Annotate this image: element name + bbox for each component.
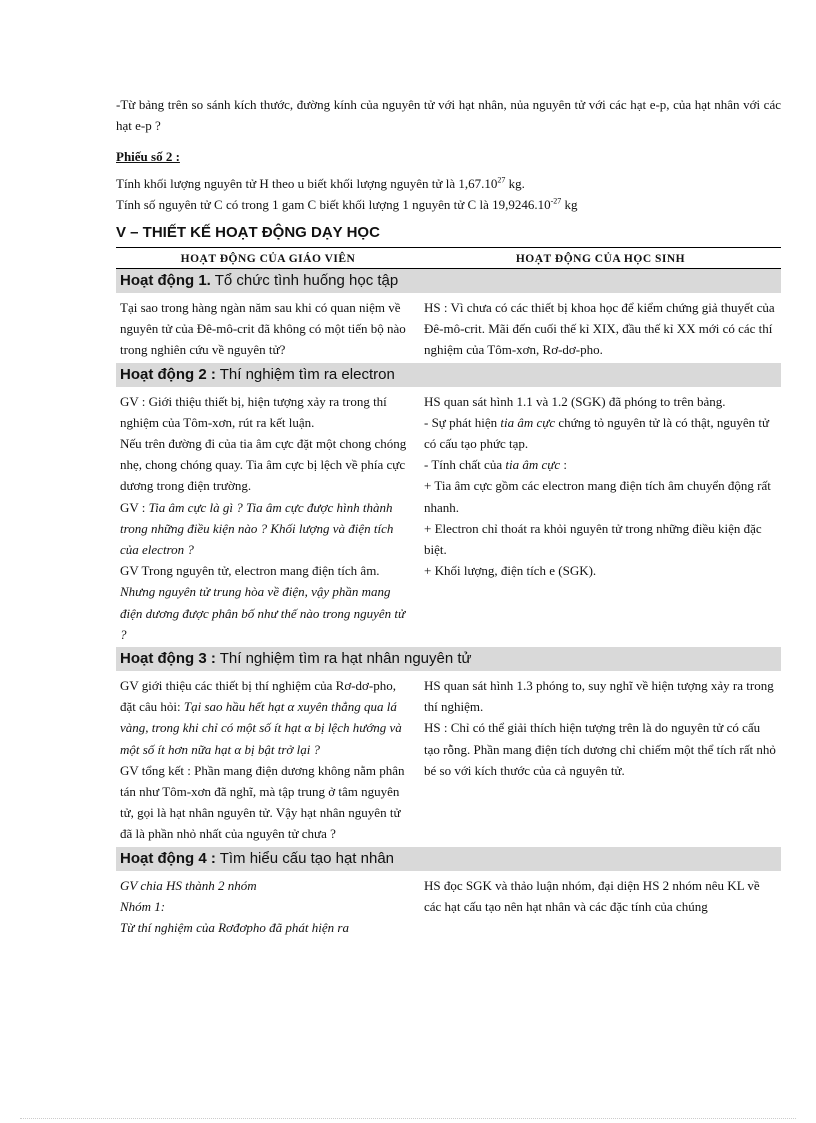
- page-edge-divider: [20, 1118, 796, 1119]
- activity-3-header: Hoạt động 3 : Thí nghiệm tìm ra hạt nhân nguyên tử: [116, 647, 781, 671]
- activity-2-header: Hoạt động 2 : Thí nghiệm tìm ra electron: [116, 363, 781, 387]
- activity-table: [116, 247, 781, 940]
- worksheet-2-title: Phiếu số 2 :: [116, 149, 180, 164]
- worksheet-2-task-1: Tính khối lượng nguyên tử H theo u biết khối lượng nguyên tử là 1,67.10$^{27}$ kg.: [116, 175, 525, 191]
- activity-4-teacher: GV chia HS thành 2 nhóm Nhóm 1: Từ thí nghiệm của Rơđơpho đã phát hiện ra: [120, 877, 349, 936]
- intro-question: -Từ bảng trên so sánh kích thước, đường kính của nguyên tử với hạt nhân, nủa nguyên tử với các hạt e-p, của hạt nhân với các hạt e-p ?: [116, 97, 781, 133]
- activity-3-teacher: GV giới thiệu các thiết bị thí nghiệm của Rơ-dơ-pho, đặt câu hỏi: Tại sao hầu hết hạt α xuyên thẳng qua lá vàng, trong khi chỉ có một số ít hạt α bị lệch hướng và một số ít hơn nữa hạt α bị bật trở lại ? GV tổng kết : Phần mang điện dương không nằm phân tán như Tôm-xơn đã nghĩ, mà tập trung ở tâm nguyên tử, gọi là hạt nhân nguyên tử. Vậy hạt nhân nguyên tử đã là phần nhỏ nhất của nguyên tử chưa ?: [120, 678, 405, 842]
- document-page: [116, 94, 781, 940]
- activity-4-header: Hoạt động 4 : Tìm hiểu cấu tạo hạt nhân: [116, 847, 781, 871]
- activity-1-header: Hoạt động 1. Tổ chức tình huống học tập: [116, 269, 781, 294]
- worksheet-2-task-2: Tính số nguyên tử C có trong 1 gam C biết khối lượng 1 nguyên tử C là $19,9246.10^{-27}$ kg: [116, 196, 578, 212]
- activity-3-row: [116, 671, 781, 847]
- student-column-header: HOẠT ĐỘNG CỦA HỌC SINH: [420, 248, 781, 269]
- activity-1-teacher: Tại sao trong hàng ngàn năm sau khi có quan niệm về nguyên tử của Đê-mô-crit đã không có một tiến bộ nào trong nghiên cứu về nguyên tử?: [120, 300, 406, 358]
- activity-1-row: [116, 293, 781, 363]
- teacher-column-header: HOẠT ĐỘNG CỦA GIÁO VIÊN: [116, 248, 420, 269]
- activity-4-student: HS đọc SGK và thảo luận nhóm, đại diện HS 2 nhóm nêu KL về các hạt cấu tạo nên hạt nhân và các đặc tính của chúng: [424, 877, 760, 914]
- activity-1-student: HS : Vì chưa có các thiết bị khoa học để kiểm chứng giả thuyết của Đê-mô-crit. Mãi đến cuối thế kỉ XIX, đầu thế kỉ XX mới có các thí nghiệm của Tôm-xơn, Rơ-dơ-pho.: [424, 300, 775, 358]
- section-heading: V – THIẾT KẾ HOẠT ĐỘNG DẠY HỌC: [116, 224, 380, 241]
- activity-3-student: HS quan sát hình 1.3 phóng to, suy nghĩ về hiện tượng xảy ra trong thí nghiệm. HS : Chỉ có thể giải thích hiện tượng trên là do nguyên tử có cấu tạo rỗng. Phần mang điện tích dương chỉ chiếm một thể tích rất nhỏ bé so với kích thước của cả nguyên tử.: [424, 678, 776, 778]
- activity-2-teacher: GV : Giới thiệu thiết bị, hiện tượng xảy ra trong thí nghiệm của Tôm-xơn, rút ra kết luận. Nếu trên đường đi của tia âm cực đặt một chong chóng nhẹ, chong chóng quay. Tia âm cực bị lệch về phía cực dương trong điện trường. GV : Tia âm cực là gì ? Tia âm cực được hình thành trong những điều kiện nào ? Khối lượng và điện tích của electron ? GV Trong nguyên tử, electron mang điện tích âm. Nhưng nguyên tử trung hòa về điện, vậy phần mang điện dương được phân bố như thế nào trong nguyên tử ?: [120, 393, 407, 642]
- activity-2-student: HS quan sát hình 1.1 và 1.2 (SGK) đã phóng to trên bảng. - Sự phát hiện tia âm cực chứng tỏ nguyên tử là có thật, nguyên tử có cấu tạo phức tạp. - Tính chất của tia âm cực : + Tia âm cực gồm các electron mang điện tích âm chuyển động rất nhanh. + Electron chỉ thoát ra khỏi nguyên tử trong những điều kiện đặc biệt. + Khối lượng, điện tích e (SGK).: [424, 393, 771, 579]
- activity-4-row: [116, 871, 781, 941]
- activity-2-row: [116, 387, 781, 647]
